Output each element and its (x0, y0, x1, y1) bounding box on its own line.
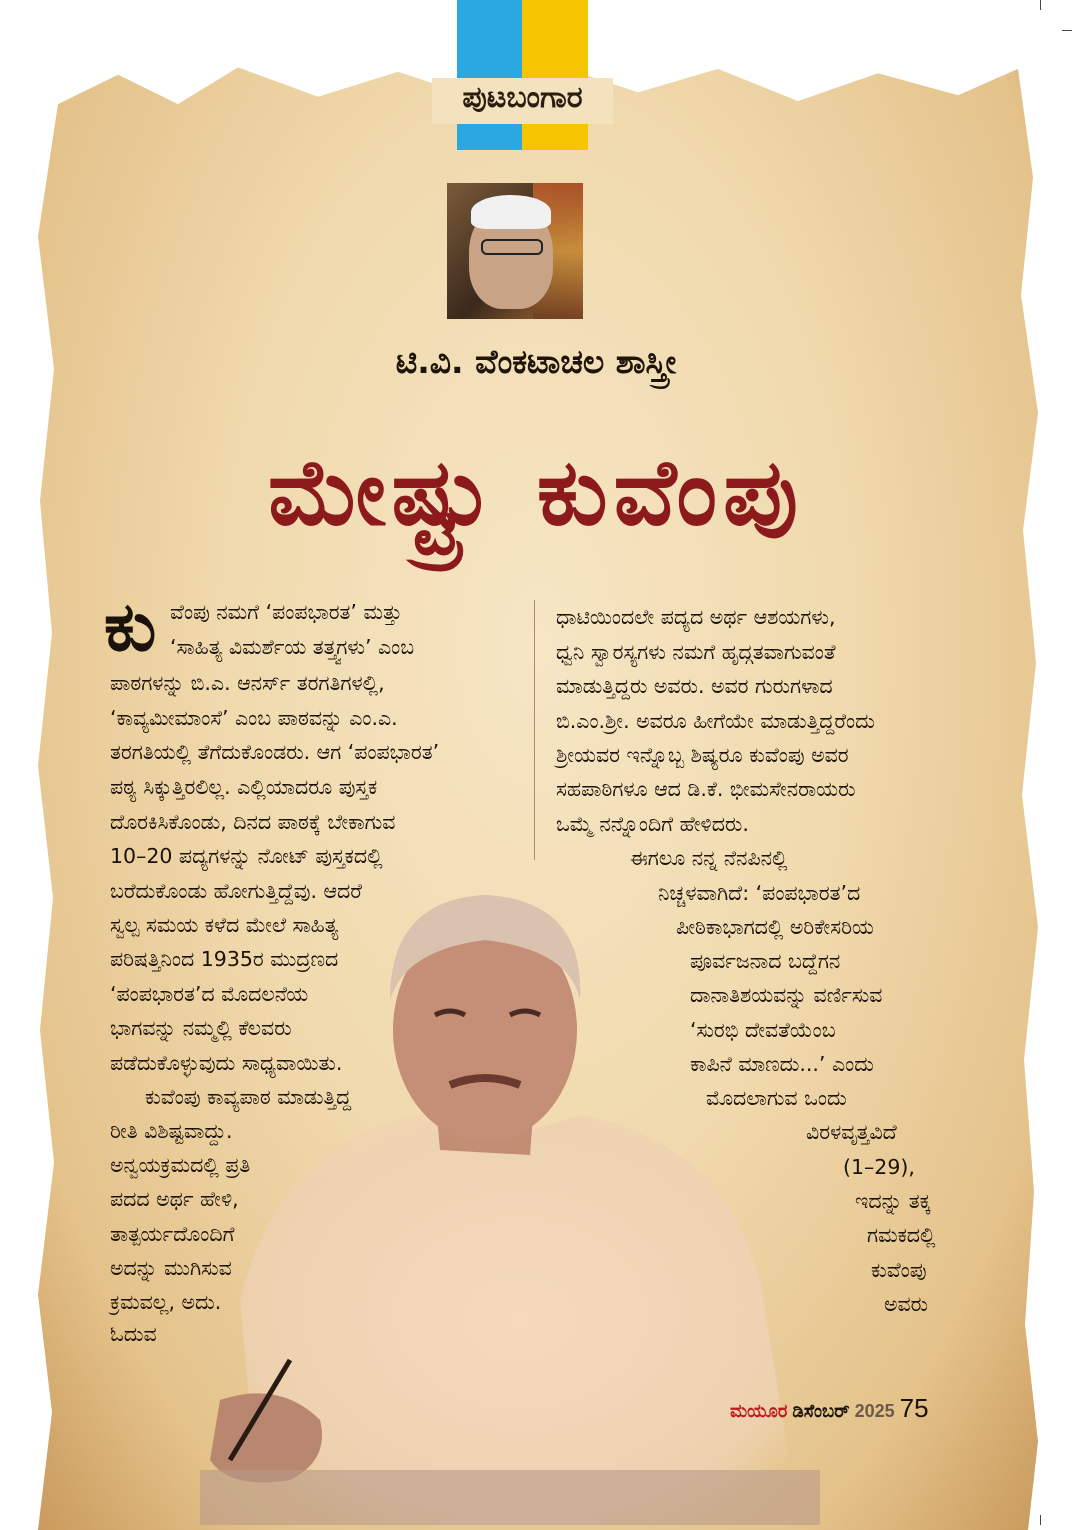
left-line: 10–20 ಪದ್ಯಗಳನ್ನು ನೋಟ್ ಪುಸ್ತಕದಲ್ಲಿ (110, 844, 383, 868)
left-line: ಭಾಗವನ್ನು ನಮ್ಮಲ್ಲಿ ಕೆಲವರು (110, 1016, 292, 1040)
right-line: ‘ಸುರಭಿ ದೇವತೆಯೆಂಬ (690, 1018, 836, 1042)
left-line: ಪಡೆದುಕೊಳ್ಳುವುದು ಸಾಧ್ಯವಾಯಿತು. (110, 1051, 343, 1075)
section-label: ಪುಟಬಂಗಾರ (462, 80, 583, 115)
right-line: ವಿರಳವೃತ್ತವಿದೆ (806, 1120, 897, 1144)
magazine-name: ಮಯೂರ (730, 1401, 788, 1421)
issue-year: 2025 (854, 1401, 895, 1421)
author-hair (471, 195, 551, 229)
page-footer (730, 1393, 929, 1424)
left-line: ಬರೆದುಕೊಂಡು ಹೋಗುತ್ತಿದ್ದೆವು. ಆದರೆ (110, 879, 362, 903)
left-line: ಪಠ್ಯ ಸಿಕ್ಕುತ್ತಿರಲಿಲ್ಲ. ಎಲ್ಲಿಯಾದರೂ ಪುಸ್ತಕ (110, 775, 378, 799)
left-line: ಕ್ರಮವಲ್ಲ, ಅದು. (110, 1290, 222, 1314)
right-line: ಬಿ.ಎಂ.ಶ್ರೀ. ಅವರೂ ಹೀಗೆಯೇ ಮಾಡುತ್ತಿದ್ದರೆಂದು (556, 709, 875, 733)
issue-month: ಡಿಸೆಂಬರ್ (792, 1401, 850, 1421)
left-line: ಅದನ್ನು ಮುಗಿಸುವ (110, 1256, 232, 1280)
left-line: ಸ್ವಲ್ಪ ಸಮಯ ಕಳೆದ ಮೇಲೆ ಸಾಹಿತ್ಯ (110, 913, 339, 937)
left-line: ಪರಿಷತ್ತಿನಿಂದ 1935ರ ಮುದ್ರಣದ (110, 947, 339, 971)
right-line: ನಿಚ್ಚಳವಾಗಿದೆ: ‘ಪಂಪಭಾರತ’ದ (658, 881, 861, 905)
article-title: ಮೇಷ್ಟ್ರು ಕುವೆಂಪು (268, 438, 804, 546)
right-line: ಧಾಟಿಯಿಂದಲೇ ಪದ್ಯದ ಅರ್ಥ ಆಶಯಗಳು, (556, 605, 836, 629)
right-line: ಒಮ್ಮೆ ನನ್ನೊಂದಿಗೆ ಹೇಳಿದರು. (556, 812, 749, 836)
section-banner (457, 0, 588, 150)
left-line: ಓದುವ (110, 1322, 157, 1346)
right-line: ಕಾಪಿನೆ ಮಾಣದು...’ ಎಂದು (690, 1052, 874, 1076)
right-line: ಅವರು (884, 1292, 929, 1316)
page-number: 75 (899, 1393, 929, 1423)
column-divider (534, 600, 535, 860)
left-line: ಪಾಠಗಳನ್ನು ಬಿ.ಎ. ಆನರ್ಸ್ ತರಗತಿಗಳಲ್ಲಿ, (110, 671, 385, 695)
left-line: ಅನ್ವಯಕ್ರಮದಲ್ಲಿ ಪ್ರತಿ (110, 1153, 251, 1177)
crop-mark-right (1062, 30, 1072, 31)
left-line: ‘ಸಾಹಿತ್ಯ ವಿಮರ್ಶೆಯ ತತ್ತ್ವಗಳು’ ಎಂಬ (170, 635, 415, 659)
left-line: ‘ಪಂಪಭಾರತ’ದ ಮೊದಲನೆಯ (110, 982, 309, 1006)
banner-yellow-stripe (522, 0, 588, 150)
right-line: ಪೂರ್ವಜನಾದ ಬದ್ದೆಗನ (690, 949, 841, 973)
left-line: ಪದದ ಅರ್ಥ ಹೇಳಿ, (110, 1187, 239, 1211)
author-glasses (481, 239, 543, 255)
left-line: ರೀತಿ ವಿಶಿಷ್ಟವಾದ್ದು. (110, 1119, 233, 1143)
crop-mark-bottom (1040, 1515, 1041, 1525)
right-line: (1–29), (843, 1155, 915, 1179)
left-line: ಕುವೆಂಪು ಕಾವ್ಯಪಾಠ ಮಾಡುತ್ತಿದ್ದ (145, 1085, 352, 1109)
left-line: ತಾತ್ಪರ್ಯದೊಂದಿಗೆ (110, 1222, 235, 1246)
portrait-shirt (240, 1115, 800, 1525)
right-line: ಮೊದಲಾಗುವ ಒಂದು (706, 1086, 847, 1110)
right-line: ಕುವೆಂಪು (871, 1258, 927, 1282)
right-line: ಗಮಕದಲ್ಲಿ (867, 1223, 936, 1247)
left-line: ದೊರಕಿಸಿಕೊಂಡು, ದಿನದ ಪಾಠಕ್ಕೆ ಬೇಕಾಗುವ (110, 810, 396, 834)
left-line: ತರಗತಿಯಲ್ಲಿ ತೆಗೆದುಕೊಂಡರು. ಆಗ ‘ಪಂಪಭಾರತ’ (110, 740, 440, 764)
right-line: ಪೀಠಿಕಾಭಾಗದಲ್ಲಿ ಅರಿಕೇಸರಿಯ (676, 915, 874, 939)
left-line: ‘ಕಾವ್ಯಮೀಮಾಂಸೆ’ ಎಂಬ ಪಾಠವನ್ನು ಎಂ.ಎ. (110, 706, 398, 730)
drop-cap: ಕು (104, 588, 157, 667)
kuvempu-portrait (200, 880, 820, 1525)
author-name: ಟಿ.ವಿ. ವೆಂಕಟಾಚಲ ಶಾಸ್ತ್ರೀ (395, 342, 677, 381)
right-line: ಇದನ್ನು ತಕ್ಕ (855, 1189, 931, 1213)
right-line: ಧ್ವನಿ ಸ್ವಾರಸ್ಯಗಳು ನಮಗೆ ಹೃದ್ಗತವಾಗುವಂತೆ (556, 640, 836, 664)
portrait-desk (200, 1470, 820, 1525)
right-line: ಶ್ರೀಯವರ ಇನ್ನೊಬ್ಬ ಶಿಷ್ಯರೂ ಕುವೆಂಪು ಅವರ (556, 743, 849, 767)
left-line: ವೆಂಪು ನಮಗೆ ‘ಪಂಪಭಾರತ’ ಮತ್ತು (170, 600, 403, 624)
right-line: ದಾನಾತಿಶಯವನ್ನು ವರ್ಣಿಸುವ (690, 983, 883, 1007)
right-line: ಸಹಪಾಠಿಗಳೂ ಆದ ಡಿ.ಕೆ. ಭೀಮಸೇನರಾಯರು (556, 777, 856, 801)
right-line: ಈಗಲೂ ನನ್ನ ನೆನಪಿನಲ್ಲಿ (630, 846, 788, 870)
banner-blue-stripe (457, 0, 522, 150)
crop-mark-top (1040, 0, 1041, 10)
right-line: ಮಾಡುತ್ತಿದ್ದರು ಅವರು. ಅವರ ಗುರುಗಳಾದ (556, 674, 833, 698)
author-photo (447, 183, 583, 319)
